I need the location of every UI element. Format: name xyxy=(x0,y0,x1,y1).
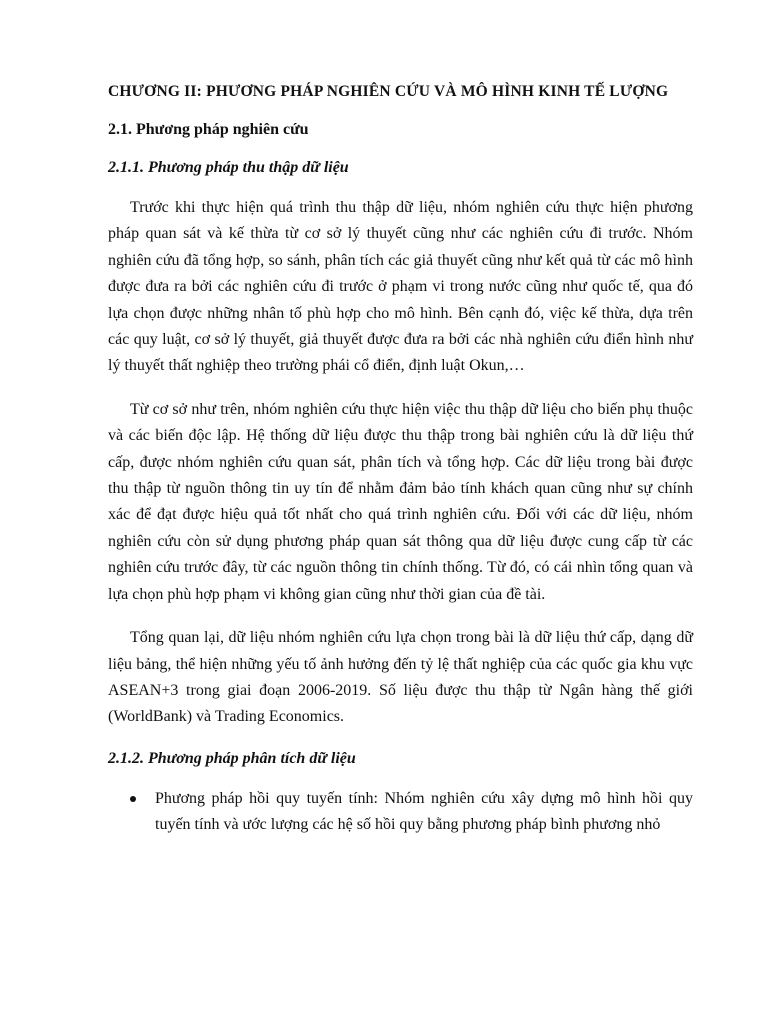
list-item xyxy=(108,786,693,839)
analysis-methods-list xyxy=(108,786,693,839)
paragraph-data-sources: Từ cơ sở như trên, nhóm nghiên cứu thực hiện việc thu thập dữ liệu cho biến phụ thuộc và các biến độc lập. Hệ thống dữ liệu được thu thập trong bài nghiên cứu là dữ liệu thứ cấp, được nhóm nghiên cứu quan sát, phân tích và tổng hợp. Các dữ liệu trong bài được thu thập từ nguồn thông tin uy tín để nhằm đảm bảo tính khách quan cũng như sự chính xác để đạt được hiệu quả tốt nhất cho quá trình nghiên cứu. Đối với các dữ liệu, nhóm nghiên cứu còn sử dụng phương pháp quan sát thông qua dữ liệu được cung cấp từ các nghiên cứu trước đây, từ các nguồn thông tin chính thống. Từ đó, có cái nhìn tổng quan và lựa chọn phù hợp phạm vi không gian cũng như thời gian của đề tài. xyxy=(108,400,693,603)
subsection-heading-2-1-2: 2.1.2. Phương pháp phân tích dữ liệu xyxy=(108,749,356,767)
chapter-title: CHƯƠNG II: PHƯƠNG PHÁP NGHIÊN CỨU VÀ MÔ HÌNH KINH TẾ LƯỢNG xyxy=(108,83,669,100)
paragraph-data-collection-intro: Trước khi thực hiện quá trình thu thập dữ liệu, nhóm nghiên cứu thực hiện phương pháp quan sát và kế thừa từ cơ sở lý thuyết cũng như các nghiên cứu đi trước. Nhóm nghiên cứu đã tổng hợp, so sánh, phân tích các giả thuyết cũng như kết quả từ các mô hình được đưa ra bởi các nghiên cứu đi trước ở phạm vi trong nước cũng như quốc tế, qua đó lựa chọn được những nhân tố phù hợp cho mô hình. Bên cạnh đó, việc kế thừa, dựa trên các quy luật, cơ sở lý thuyết, giả thuyết được đưa ra bởi các nhà nghiên cứu điển hình như lý thuyết thất nghiệp theo trường phái cổ điển, định luật Okun,… xyxy=(108,199,693,375)
bullet-icon xyxy=(130,796,136,802)
section-heading-2-1: 2.1. Phương pháp nghiên cứu xyxy=(108,121,309,138)
subsection-heading-2-1-1: 2.1.1. Phương pháp thu thập dữ liệu xyxy=(108,159,349,176)
document-body xyxy=(108,78,693,839)
paragraph-summary: Tổng quan lại, dữ liệu nhóm nghiên cứu lựa chọn trong bài là dữ liệu thứ cấp, dạng dữ liệu bảng, thể hiện những yếu tố ảnh hưởng đến tỷ lệ thất nghiệp của các quốc gia khu vực ASEAN+3 trong giai đoạn 2006-2019. Số liệu được thu thập từ Ngân hàng thế giới (WorldBank) và Trading Economics. xyxy=(108,629,693,726)
list-item-text: Phương pháp hồi quy tuyến tính: Nhóm nghiên cứu xây dựng mô hình hồi quy tuyến tính và ước lượng các hệ số hồi quy bằng phương pháp bình phương nhỏ xyxy=(155,789,693,834)
